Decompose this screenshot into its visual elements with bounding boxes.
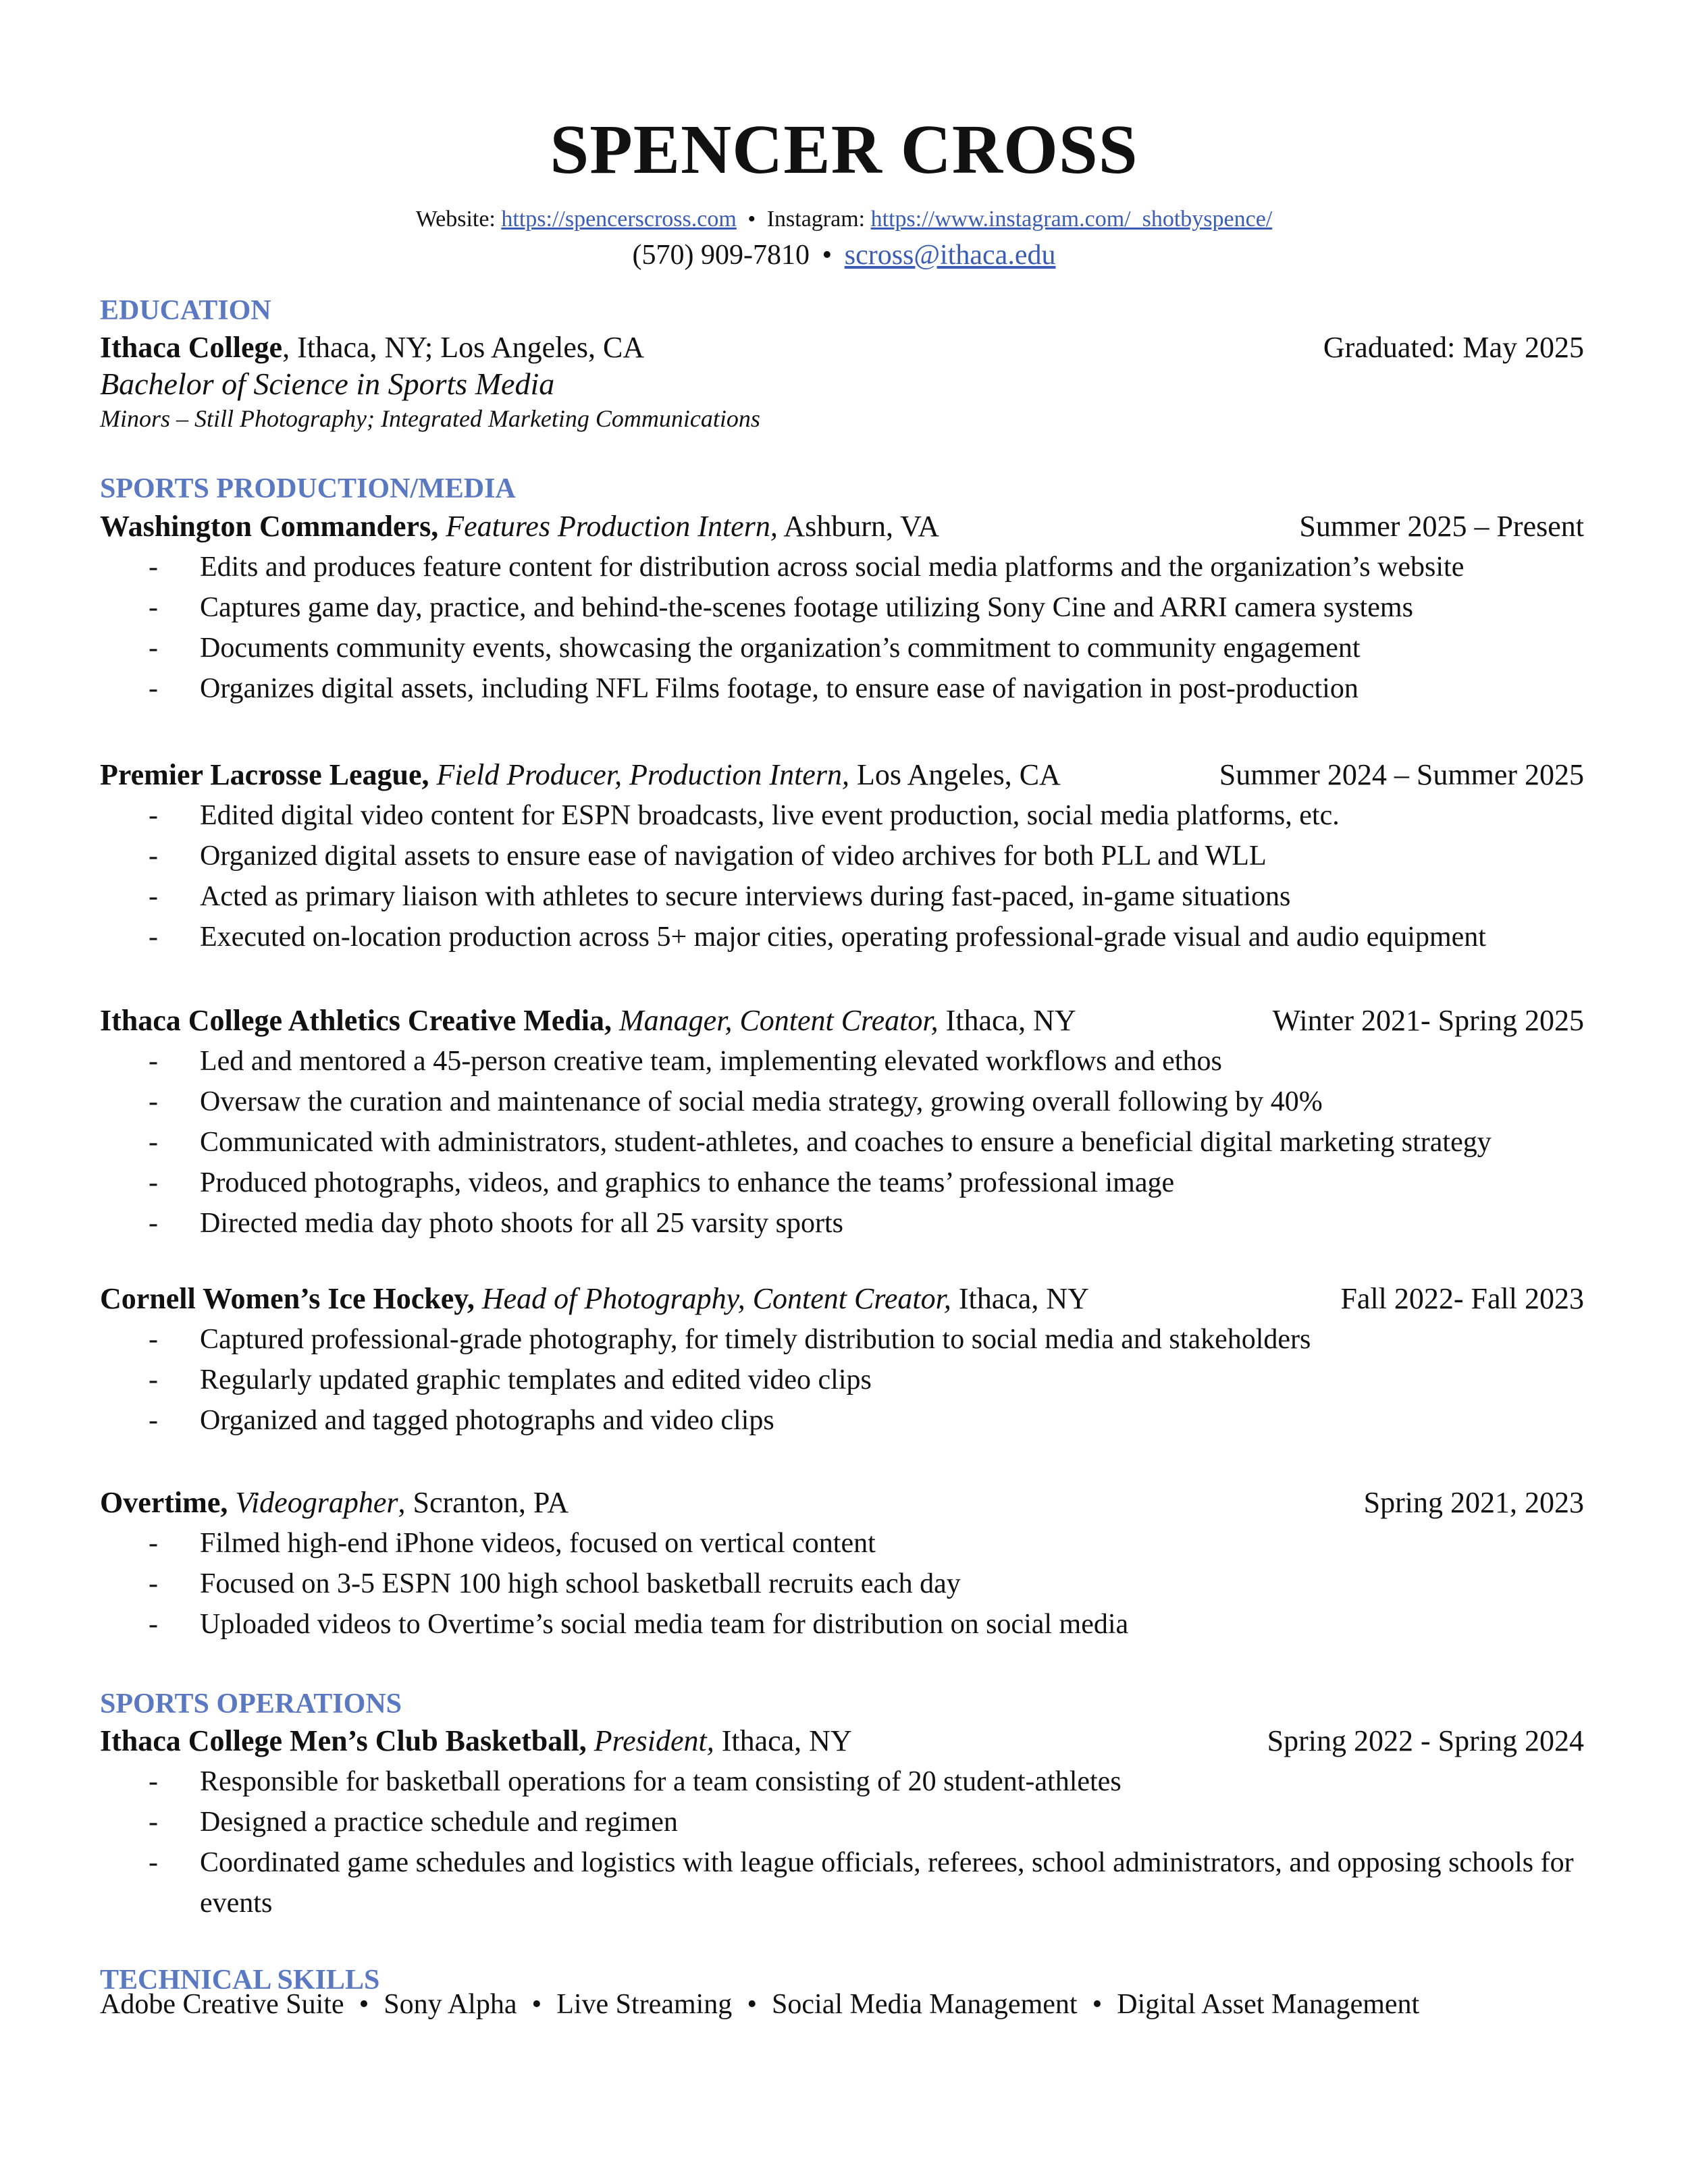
dash-marker: -	[149, 922, 158, 953]
job-bullets	[100, 547, 1585, 709]
list-item	[100, 587, 1585, 628]
list-item	[100, 1761, 1585, 1802]
dash-marker: -	[149, 841, 158, 872]
bullet-text: Organized and tagged photographs and video clips	[200, 1405, 774, 1436]
bullet-text: Led and mentored a 45-person creative team, implementing elevated workflows and ethos	[200, 1046, 1222, 1077]
job-role: Features Production Intern,	[446, 510, 778, 543]
job-role: Videographer	[235, 1486, 398, 1519]
dash-marker: -	[149, 1405, 158, 1436]
dash-marker: -	[149, 1127, 158, 1158]
section-title-operations: SPORTS OPERATIONS	[100, 1688, 402, 1720]
job-org: Ithaca College Men’s Club Basketball,	[100, 1724, 587, 1757]
list-item	[100, 628, 1585, 668]
section-title-skills: TECHNICAL SKILLS	[100, 1965, 380, 1996]
job-role: Head of Photography, Content Creator,	[481, 1282, 951, 1315]
bullet-text: Acted as primary liaison with athletes to secure interviews during fast-paced, in-game situations	[200, 881, 1291, 912]
job-location: Ithaca, NY	[958, 1282, 1089, 1315]
job-header	[100, 1284, 1584, 1314]
skills-separator: •	[747, 1989, 758, 2020]
job-org: Washington Commanders,	[100, 510, 439, 543]
degree: Bachelor of Science in Sports Media	[100, 367, 555, 401]
candidate-name: SPENCER CROSS	[550, 111, 1138, 188]
instagram-link[interactable]: https://www.instagram.com/_shotbyspence/	[870, 207, 1273, 232]
job-location: Ashburn, VA	[783, 510, 940, 543]
job-bullets	[100, 1523, 1585, 1645]
list-item	[100, 1203, 1585, 1244]
bullet-text: Executed on-location production across 5+ major cities, operating professional-grade visual and audio equipment	[200, 922, 1486, 953]
graduation-date: Graduated: May 2025	[1323, 331, 1584, 364]
job-bullets	[100, 1761, 1585, 1923]
website-label: Website:	[415, 207, 496, 232]
list-item	[100, 1523, 1585, 1564]
skill-item: Sony Alpha	[384, 1989, 517, 2020]
bullet-text: Communicated with administrators, student-athletes, and coaches to ensure a beneficial digital marketing strategy	[200, 1127, 1492, 1158]
job-location: Ithaca, NY	[945, 1004, 1076, 1037]
dash-marker: -	[149, 592, 158, 623]
list-item	[100, 1360, 1585, 1400]
bullet-text: Directed media day photo shoots for all 25 varsity sports	[200, 1208, 843, 1239]
dash-marker: -	[149, 673, 158, 704]
skill-item: Live Streaming	[556, 1989, 733, 2020]
bullet-text: Organized digital assets to ensure ease of navigation of video archives for both PLL and WLL	[200, 841, 1267, 872]
list-item	[100, 1842, 1585, 1923]
bullet-text: Edited digital video content for ESPN broadcasts, live event production, social media platforms, etc.	[200, 800, 1340, 831]
bullet-text: Edits and produces feature content for distribution across social media platforms and the organization’s website	[200, 552, 1465, 583]
list-item	[100, 547, 1585, 587]
dash-marker: -	[149, 1847, 158, 1878]
bullet-text: Focused on 3-5 ESPN 100 high school basketball recruits each day	[200, 1568, 961, 1599]
email-link[interactable]: scross@ithaca.edu	[844, 240, 1056, 271]
job-org: Cornell Women’s Ice Hockey,	[100, 1282, 475, 1315]
dash-marker: -	[149, 800, 158, 831]
job-bullets	[100, 1319, 1585, 1441]
job-date: Spring 2021, 2023	[1363, 1486, 1584, 1519]
bullet-text: Captured professional-grade photography, for timely distribution to social media and stakeholders	[200, 1324, 1311, 1355]
bullet-text: Captures game day, practice, and behind-the-scenes footage utilizing Sony Cine and ARRI camera systems	[200, 592, 1413, 623]
skills-separator: •	[1092, 1989, 1103, 2020]
list-item	[100, 668, 1585, 709]
list-item	[100, 1564, 1585, 1604]
list-item	[100, 1802, 1585, 1842]
job-bullets	[100, 795, 1585, 957]
bullet-text: Documents community events, showcasing the organization’s commitment to community engagement	[200, 633, 1361, 664]
job-date: Spring 2022 - Spring 2024	[1267, 1724, 1584, 1757]
job-date: Winter 2021- Spring 2025	[1272, 1004, 1584, 1037]
job-location: Ithaca, NY	[721, 1724, 852, 1757]
job-bullets	[100, 1041, 1585, 1244]
dash-marker: -	[149, 1807, 158, 1838]
job-header	[100, 1488, 1584, 1518]
instagram-label: Instagram:	[766, 207, 866, 232]
website-link[interactable]: https://spencerscross.com	[501, 207, 737, 232]
skills-separator: •	[531, 1989, 542, 2020]
bullet-text: Uploaded videos to Overtime’s social media team for distribution on social media	[200, 1609, 1129, 1640]
skills-list	[100, 1990, 1419, 2019]
job-header	[100, 760, 1584, 790]
school-name: Ithaca College	[100, 331, 283, 364]
skill-item: Digital Asset Management	[1117, 1989, 1420, 2020]
list-item	[100, 1122, 1585, 1163]
job-role: President,	[594, 1724, 714, 1757]
contact-links	[0, 208, 1688, 231]
contact-separator: •	[822, 240, 833, 271]
education-row	[100, 333, 1584, 363]
job-date: Summer 2024 – Summer 2025	[1219, 758, 1584, 791]
job-role: Field Producer, Production Intern,	[436, 758, 849, 791]
list-item	[100, 1604, 1585, 1645]
dash-marker: -	[149, 1766, 158, 1797]
skills-separator: •	[359, 1989, 369, 2020]
job-org: Ithaca College Athletics Creative Media,	[100, 1004, 612, 1037]
bullet-text: Oversaw the curation and maintenance of social media strategy, growing overall following by 40%	[200, 1086, 1323, 1117]
bullet-text: Designed a practice schedule and regimen	[200, 1807, 678, 1838]
bullet-text: Coordinated game schedules and logistics with league officials, referees, school administrators, and opposing schools for events	[200, 1847, 1574, 1919]
job-header	[100, 1006, 1584, 1036]
job-org: Overtime,	[100, 1486, 228, 1519]
bullet-text: Produced photographs, videos, and graphics to enhance the teams’ professional image	[200, 1167, 1175, 1198]
list-item	[100, 1082, 1585, 1122]
dash-marker: -	[149, 1364, 158, 1395]
dash-marker: -	[149, 1046, 158, 1077]
list-item	[100, 876, 1585, 917]
job-header	[100, 512, 1584, 541]
job-location: Los Angeles, CA	[856, 758, 1061, 791]
skill-item: Adobe Creative Suite	[100, 1989, 344, 2020]
list-item	[100, 1319, 1585, 1360]
job-location: , Scranton, PA	[398, 1486, 569, 1519]
dash-marker: -	[149, 1086, 158, 1117]
dash-marker: -	[149, 633, 158, 664]
job-date: Fall 2022- Fall 2023	[1340, 1282, 1584, 1315]
section-title-education: EDUCATION	[100, 295, 271, 326]
contact-phone-email	[0, 241, 1688, 269]
bullet-text: Filmed high-end iPhone videos, focused on vertical content	[200, 1528, 876, 1559]
bullet-text: Regularly updated graphic templates and edited video clips	[200, 1364, 872, 1395]
list-item	[100, 917, 1585, 957]
job-header	[100, 1726, 1584, 1756]
dash-marker: -	[149, 1609, 158, 1640]
list-item	[100, 795, 1585, 836]
job-org: Premier Lacrosse League,	[100, 758, 429, 791]
skill-item: Social Media Management	[772, 1989, 1078, 2020]
list-item	[100, 1041, 1585, 1082]
dash-marker: -	[149, 1208, 158, 1239]
list-item	[100, 1400, 1585, 1441]
section-title-production: SPORTS PRODUCTION/MEDIA	[100, 473, 516, 504]
school-location: , Ithaca, NY; Los Angeles, CA	[282, 331, 645, 364]
dash-marker: -	[149, 1324, 158, 1355]
dash-marker: -	[149, 1167, 158, 1198]
contact-separator: •	[747, 207, 756, 232]
dash-marker: -	[149, 552, 158, 583]
dash-marker: -	[149, 1568, 158, 1599]
job-date: Summer 2025 – Present	[1299, 510, 1584, 543]
minors: Minors – Still Photography; Integrated Marketing Communications	[100, 405, 760, 432]
list-item	[100, 1163, 1585, 1203]
list-item	[100, 836, 1585, 876]
bullet-text: Organizes digital assets, including NFL Films footage, to ensure ease of navigation in post-production	[200, 673, 1359, 704]
bullet-text: Responsible for basketball operations for a team consisting of 20 student-athletes	[200, 1766, 1122, 1797]
dash-marker: -	[149, 1528, 158, 1559]
job-role: Manager, Content Creator,	[619, 1004, 939, 1037]
phone-number: (570) 909-7810	[632, 240, 810, 271]
dash-marker: -	[149, 881, 158, 912]
